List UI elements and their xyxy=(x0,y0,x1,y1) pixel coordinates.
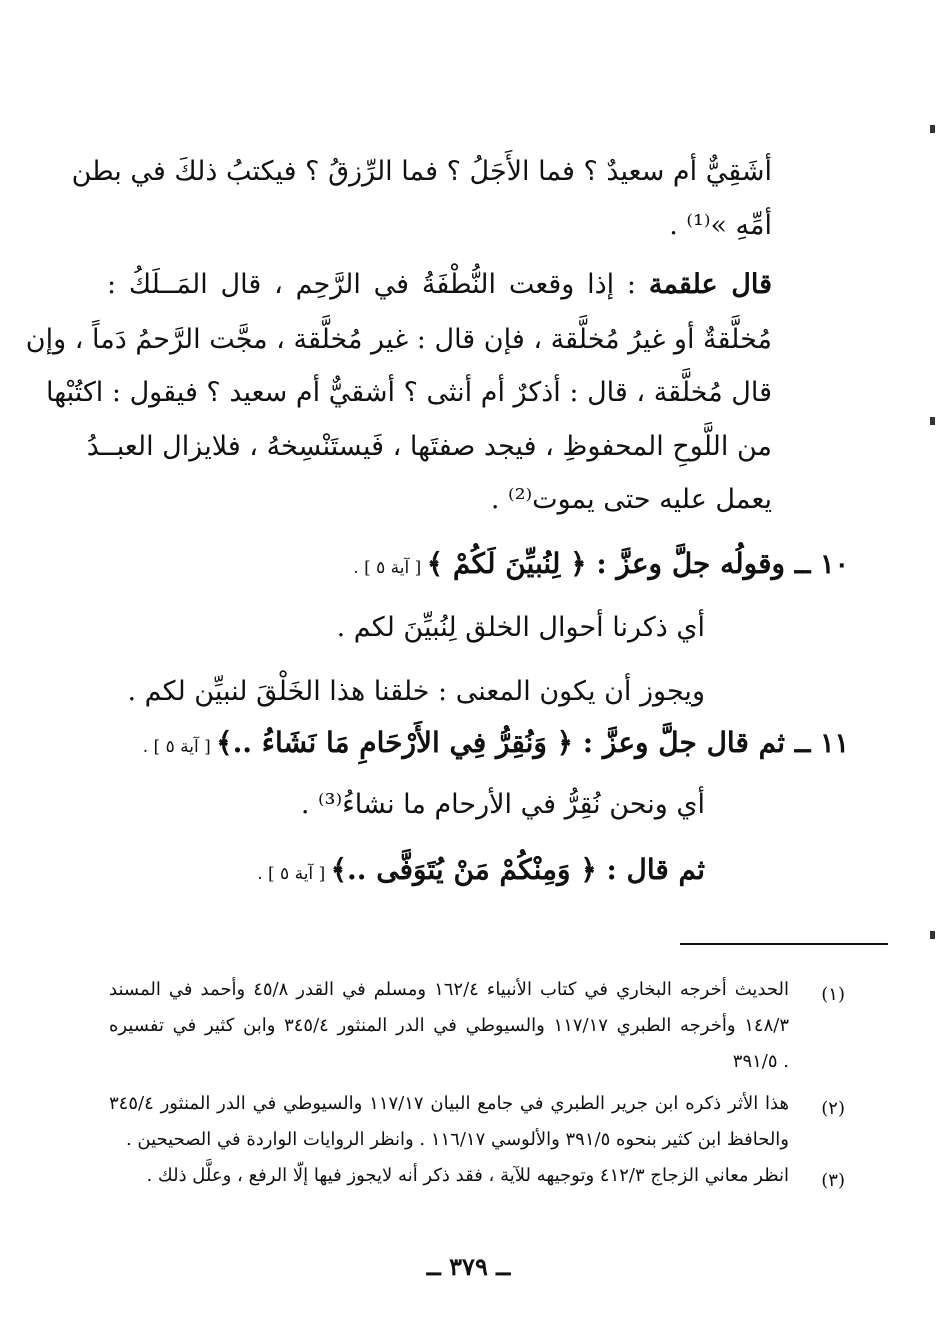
footnote-1-line-3: ٣٩١/٥ . xyxy=(732,1051,789,1072)
footnote-2-line-2: والحافظ ابن كثير بنحوه ٣٩١/٥ والألوسي ١١٦/١٧ . وانظر الروايات الواردة في الصحيحين . xyxy=(125,1129,789,1150)
section-10-heading xyxy=(353,544,849,588)
body-line-13 xyxy=(257,850,705,894)
footnote-1-line-1: الحديث أخرجه البخاري في كتاب الأنبياء ١٦٢/٤ ومسلم في القدر ٤٥/٨ وأحمد في المسند xyxy=(109,979,789,1000)
footnote-separator xyxy=(680,943,888,945)
margin-mark xyxy=(930,417,935,425)
section-10-verse: وقولُه جلَّ وعزَّ : ﴿ لِنُبيِّنَ لَكُمْ ﴾ xyxy=(426,547,795,580)
body-line-3 xyxy=(107,265,772,305)
footnote-2-number: (٢) xyxy=(821,1098,845,1119)
body-line-3-text: : إذا وقعت النُّطْفَةُ في الرَّحِم ، قال المَــلَكُ : xyxy=(107,269,649,300)
line-13-aya-ref: [ آية ٥ ] . xyxy=(257,864,331,884)
margin-mark xyxy=(930,931,935,939)
body-line-9: أي ذكرنا أحوال الخلق لِنُبيِّنَ لكم . xyxy=(336,612,705,643)
section-10-aya-ref: [ آية ٥ ] . xyxy=(353,558,427,578)
body-line-2: أمِّهِ »⁽¹⁾ . xyxy=(669,210,772,241)
footnote-1-line-2: ١٤٨/٣ وأخرجه الطبري ١١٧/١٧ والسيوطي في الدر المنثور ٣٤٥/٤ وابن كثير في تفسيره xyxy=(109,1015,789,1036)
body-line-12: أي ونحن نُقِرُّ في الأرحام ما نشاءُ⁽³⁾ . xyxy=(300,789,705,820)
section-11-number: ١١ ــ xyxy=(794,728,849,759)
section-10-number: ١٠ ــ xyxy=(794,549,849,580)
body-line-10: ويجوز أن يكون المعنى : خلقنا هذا الخَلْقَ لنبيِّن لكم . xyxy=(127,676,705,707)
section-11-heading xyxy=(143,723,849,767)
page-number: ــ ٣٧٩ ــ xyxy=(426,1252,511,1281)
section-11-aya-ref: [ آية ٥ ] . xyxy=(142,737,217,757)
verse-line-13: ثم قال : ﴿ وَمِنْكُمْ مَنْ يُتَوَفَّى ..﴾ xyxy=(330,853,705,886)
footnote-3-line-1: انظر معاني الزجاج ٤١٢/٣ وتوجيهه للآية ، فقد ذكر أنه لايجوز فيها إلّا الرفع ، وعلَّل ذلك . xyxy=(146,1165,789,1186)
footnote-2-line-1: هذا الأثر ذكره ابن جرير الطبري في جامع البيان ١١٧/١٧ والسيوطي في الدر المنثور ٣٤٥/٤ xyxy=(109,1093,789,1114)
body-line-5: قال مُخلَّقة ، قال : أذكرٌ أم أنثى ؟ أشقيٌّ أم سعيد ؟ فيقول : اكتُبْها xyxy=(45,377,772,408)
section-11-verse: ثم قال جلَّ وعزَّ : ﴿ وَنُقِرُّ فِي الأَرْحَامِ مَا نَشَاءُ ..﴾ xyxy=(216,726,795,759)
body-line-7: يعمل عليه حتى يموت⁽²⁾ . xyxy=(490,484,772,515)
margin-mark xyxy=(930,125,935,133)
speaker-name: قال علقمة xyxy=(648,269,772,300)
body-line-4: مُخلَّقةٌ أو غيرُ مُخلَّقة ، فإن قال : غير مُخلَّقة ، مجَّت الرَّحمُ دَماً ، وإن xyxy=(25,324,772,355)
footnote-3-number: (٣) xyxy=(821,1170,845,1191)
body-line-6: من اللَّوحِ المحفوظِ ، فيجد صفتَها ، فَيستَنْسِخهُ ، فلايزال العبــدُ xyxy=(86,431,772,462)
body-line-1: أشَقِيٌّ أم سعيدٌ ؟ فما الأَجَلُ ؟ فما الرِّزقُ ؟ فيكتبُ ذلكَ في بطن xyxy=(71,156,772,187)
footnote-1-number: (١) xyxy=(821,984,845,1005)
